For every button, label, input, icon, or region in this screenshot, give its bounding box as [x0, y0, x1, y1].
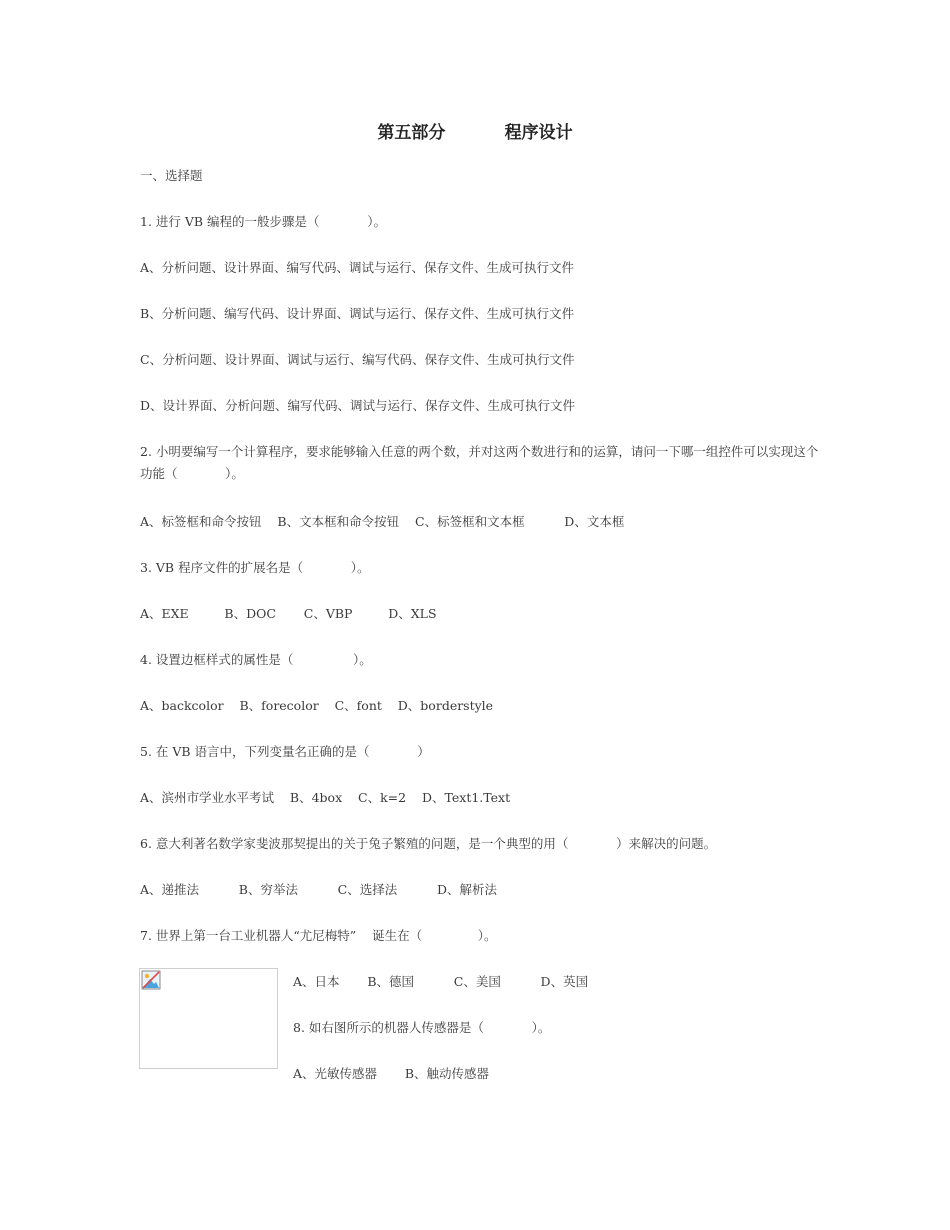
question-8-options: A、光敏传感器 B、触动传感器 — [293, 1066, 490, 1081]
question-7-stem: 7. 世界上第一台工业机器人“尤尼梅特” 诞生在（ ）。 — [140, 928, 497, 943]
question-1-option-a: A、分析问题、设计界面、编写代码、调试与运行、保存文件、生成可执行文件 — [140, 260, 575, 275]
question-4-stem: 4. 设置边框样式的属性是（ ）。 — [140, 652, 372, 667]
sensor-image-placeholder — [139, 968, 278, 1069]
question-2-options: A、标签框和命令按钮 B、文本框和命令按钮 C、标签框和文本框 D、文本框 — [140, 514, 625, 529]
question-1-option-c: C、分析问题、设计界面、调试与运行、编写代码、保存文件、生成可执行文件 — [140, 352, 575, 367]
broken-image-icon — [141, 970, 161, 990]
question-2-stem: 2. 小明要编写一个计算程序，要求能够输入任意的两个数，并对这两个数进行和的运算，请问一下哪一组控件可以实现这个功能（ ）。 — [140, 444, 819, 481]
question-1-stem: 1. 进行 VB 编程的一般步骤是（ ）。 — [140, 214, 386, 229]
question-3-stem: 3. VB 程序文件的扩展名是（ ）。 — [140, 560, 370, 575]
question-8-stem: 8. 如右图所示的机器人传感器是（ ）。 — [293, 1020, 551, 1035]
section-heading: 一、选择题 — [140, 168, 203, 183]
question-1-option-b: B、分析问题、编写代码、设计界面、调试与运行、保存文件、生成可执行文件 — [140, 306, 575, 321]
question-5-stem: 5. 在 VB 语言中，下列变量名正确的是（ ） — [140, 744, 430, 759]
question-5-options: A、滨州市学业水平考试 B、4box C、k=2 D、Text1.Text — [140, 790, 511, 805]
question-6-stem: 6. 意大利著名数学家斐波那契提出的关于兔子繁殖的问题，是一个典型的用（ ）来解决的问题。 — [140, 836, 717, 851]
question-6-options: A、递推法 B、穷举法 C、选择法 D、解析法 — [140, 882, 498, 897]
question-4-options: A、backcolor B、forecolor C、font D、borderstyle — [140, 698, 494, 713]
page-title: 第五部分 程序设计 — [377, 123, 573, 143]
question-7-options: A、日本 B、德国 C、美国 D、英国 — [293, 974, 589, 989]
question-1-option-d: D、设计界面、分析问题、编写代码、调试与运行、保存文件、生成可执行文件 — [140, 398, 576, 413]
question-3-options: A、EXE B、DOC C、VBP D、XLS — [140, 606, 437, 621]
